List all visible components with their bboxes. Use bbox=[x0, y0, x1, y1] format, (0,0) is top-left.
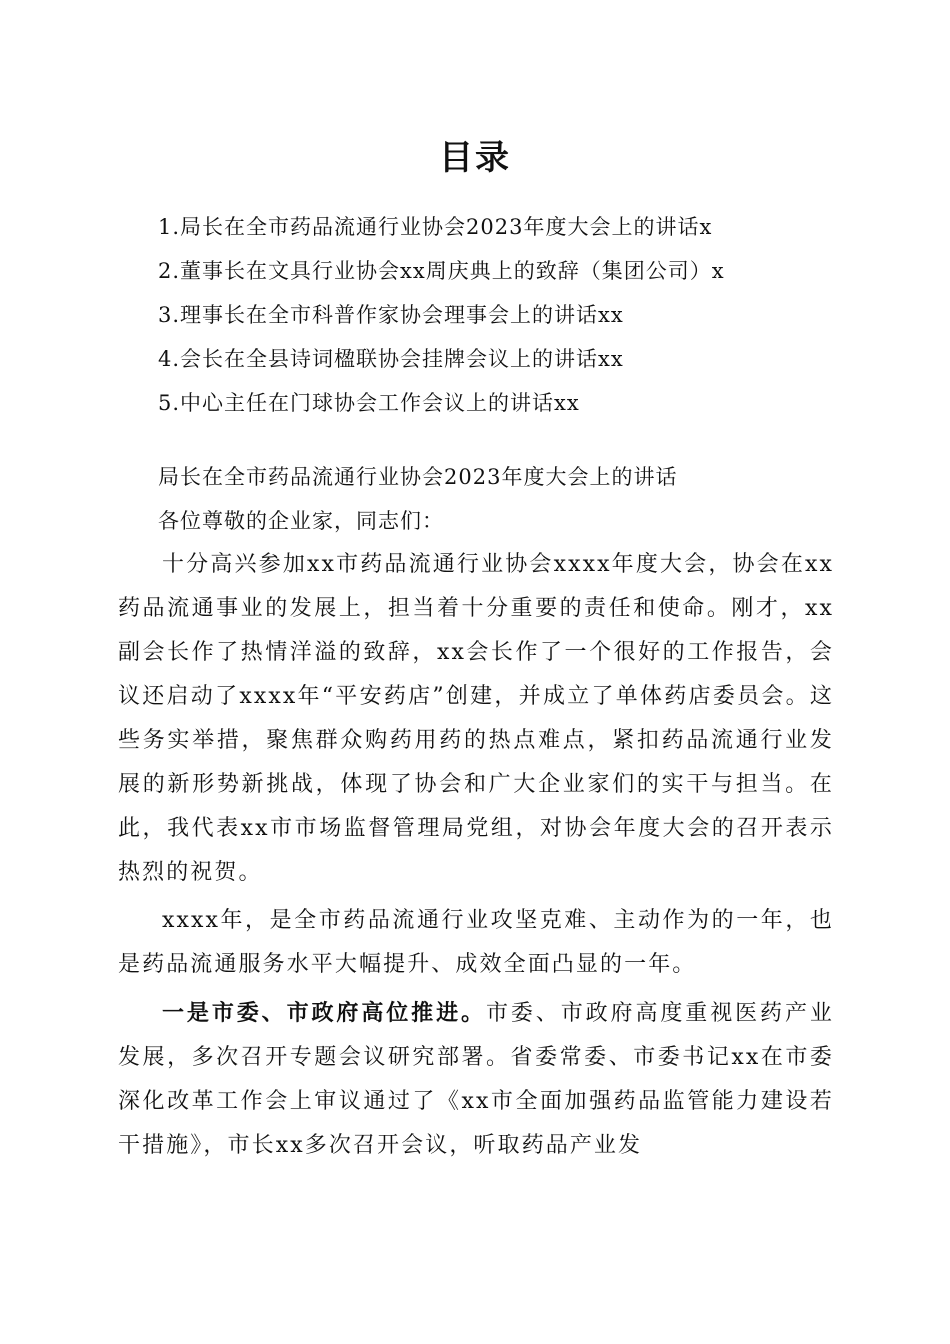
paragraph-point-one bbox=[118, 991, 834, 1168]
page-title: 目录 bbox=[439, 138, 511, 178]
toc-item[interactable]: 3.理事长在全市科普作家协会理事会上的讲话xx bbox=[158, 303, 624, 327]
point-one-lead: 一是市委、市政府高位推进。 bbox=[162, 1000, 486, 1026]
paragraph: xxxx年，是全市药品流通行业攻坚克难、主动作为的一年，也是药品流通服务水平大幅提升、成效全面凸显的一年。 bbox=[118, 908, 834, 977]
toc-item[interactable]: 5.中心主任在门球协会工作会议上的讲话xx bbox=[158, 391, 580, 415]
table-of-contents bbox=[158, 205, 858, 425]
speech-title: 局长在全市药品流通行业协会2023年度大会上的讲话 bbox=[158, 465, 678, 489]
toc-item[interactable]: 1.局长在全市药品流通行业协会2023年度大会上的讲话x bbox=[158, 215, 713, 239]
paragraph: 十分高兴参加xx市药品流通行业协会xxxx年度大会，协会在xx药品流通事业的发展上，担当着十分重要的责任和使命。刚才，xx副会长作了热情洋溢的致辞，xx会长作了一个很好的工作报告，会议还启动了xxxx年“平安药店”创建，并成立了单体药店委员会。这些务实举措，聚焦群众购药用药的热点难点，紧扣药品流通行业发展的新形势新挑战，体现了协会和广大企业家们的实干与担当。在此，我代表xx市市场监督管理局党组，对协会年度大会的召开表示热烈的祝贺。 bbox=[118, 552, 834, 885]
point-one-text: 市委、市政府高度重视医药产业发展，多次召开专题会议研究部署。省委常委、市委书记xx在市委深化改革工作会上审议通过了《xx市全面加强药品监管能力建设若干措施》，市长xx多次召开会议，听取药品产业发 bbox=[118, 1001, 834, 1158]
salutation: 各位尊敬的企业家，同志们： bbox=[158, 509, 444, 533]
speech-body bbox=[118, 455, 834, 1168]
toc-item[interactable]: 4.会长在全县诗词楹联协会挂牌会议上的讲话xx bbox=[158, 347, 624, 371]
toc-item[interactable]: 2.董事长在文具行业协会xx周庆典上的致辞（集团公司）x bbox=[158, 259, 725, 283]
